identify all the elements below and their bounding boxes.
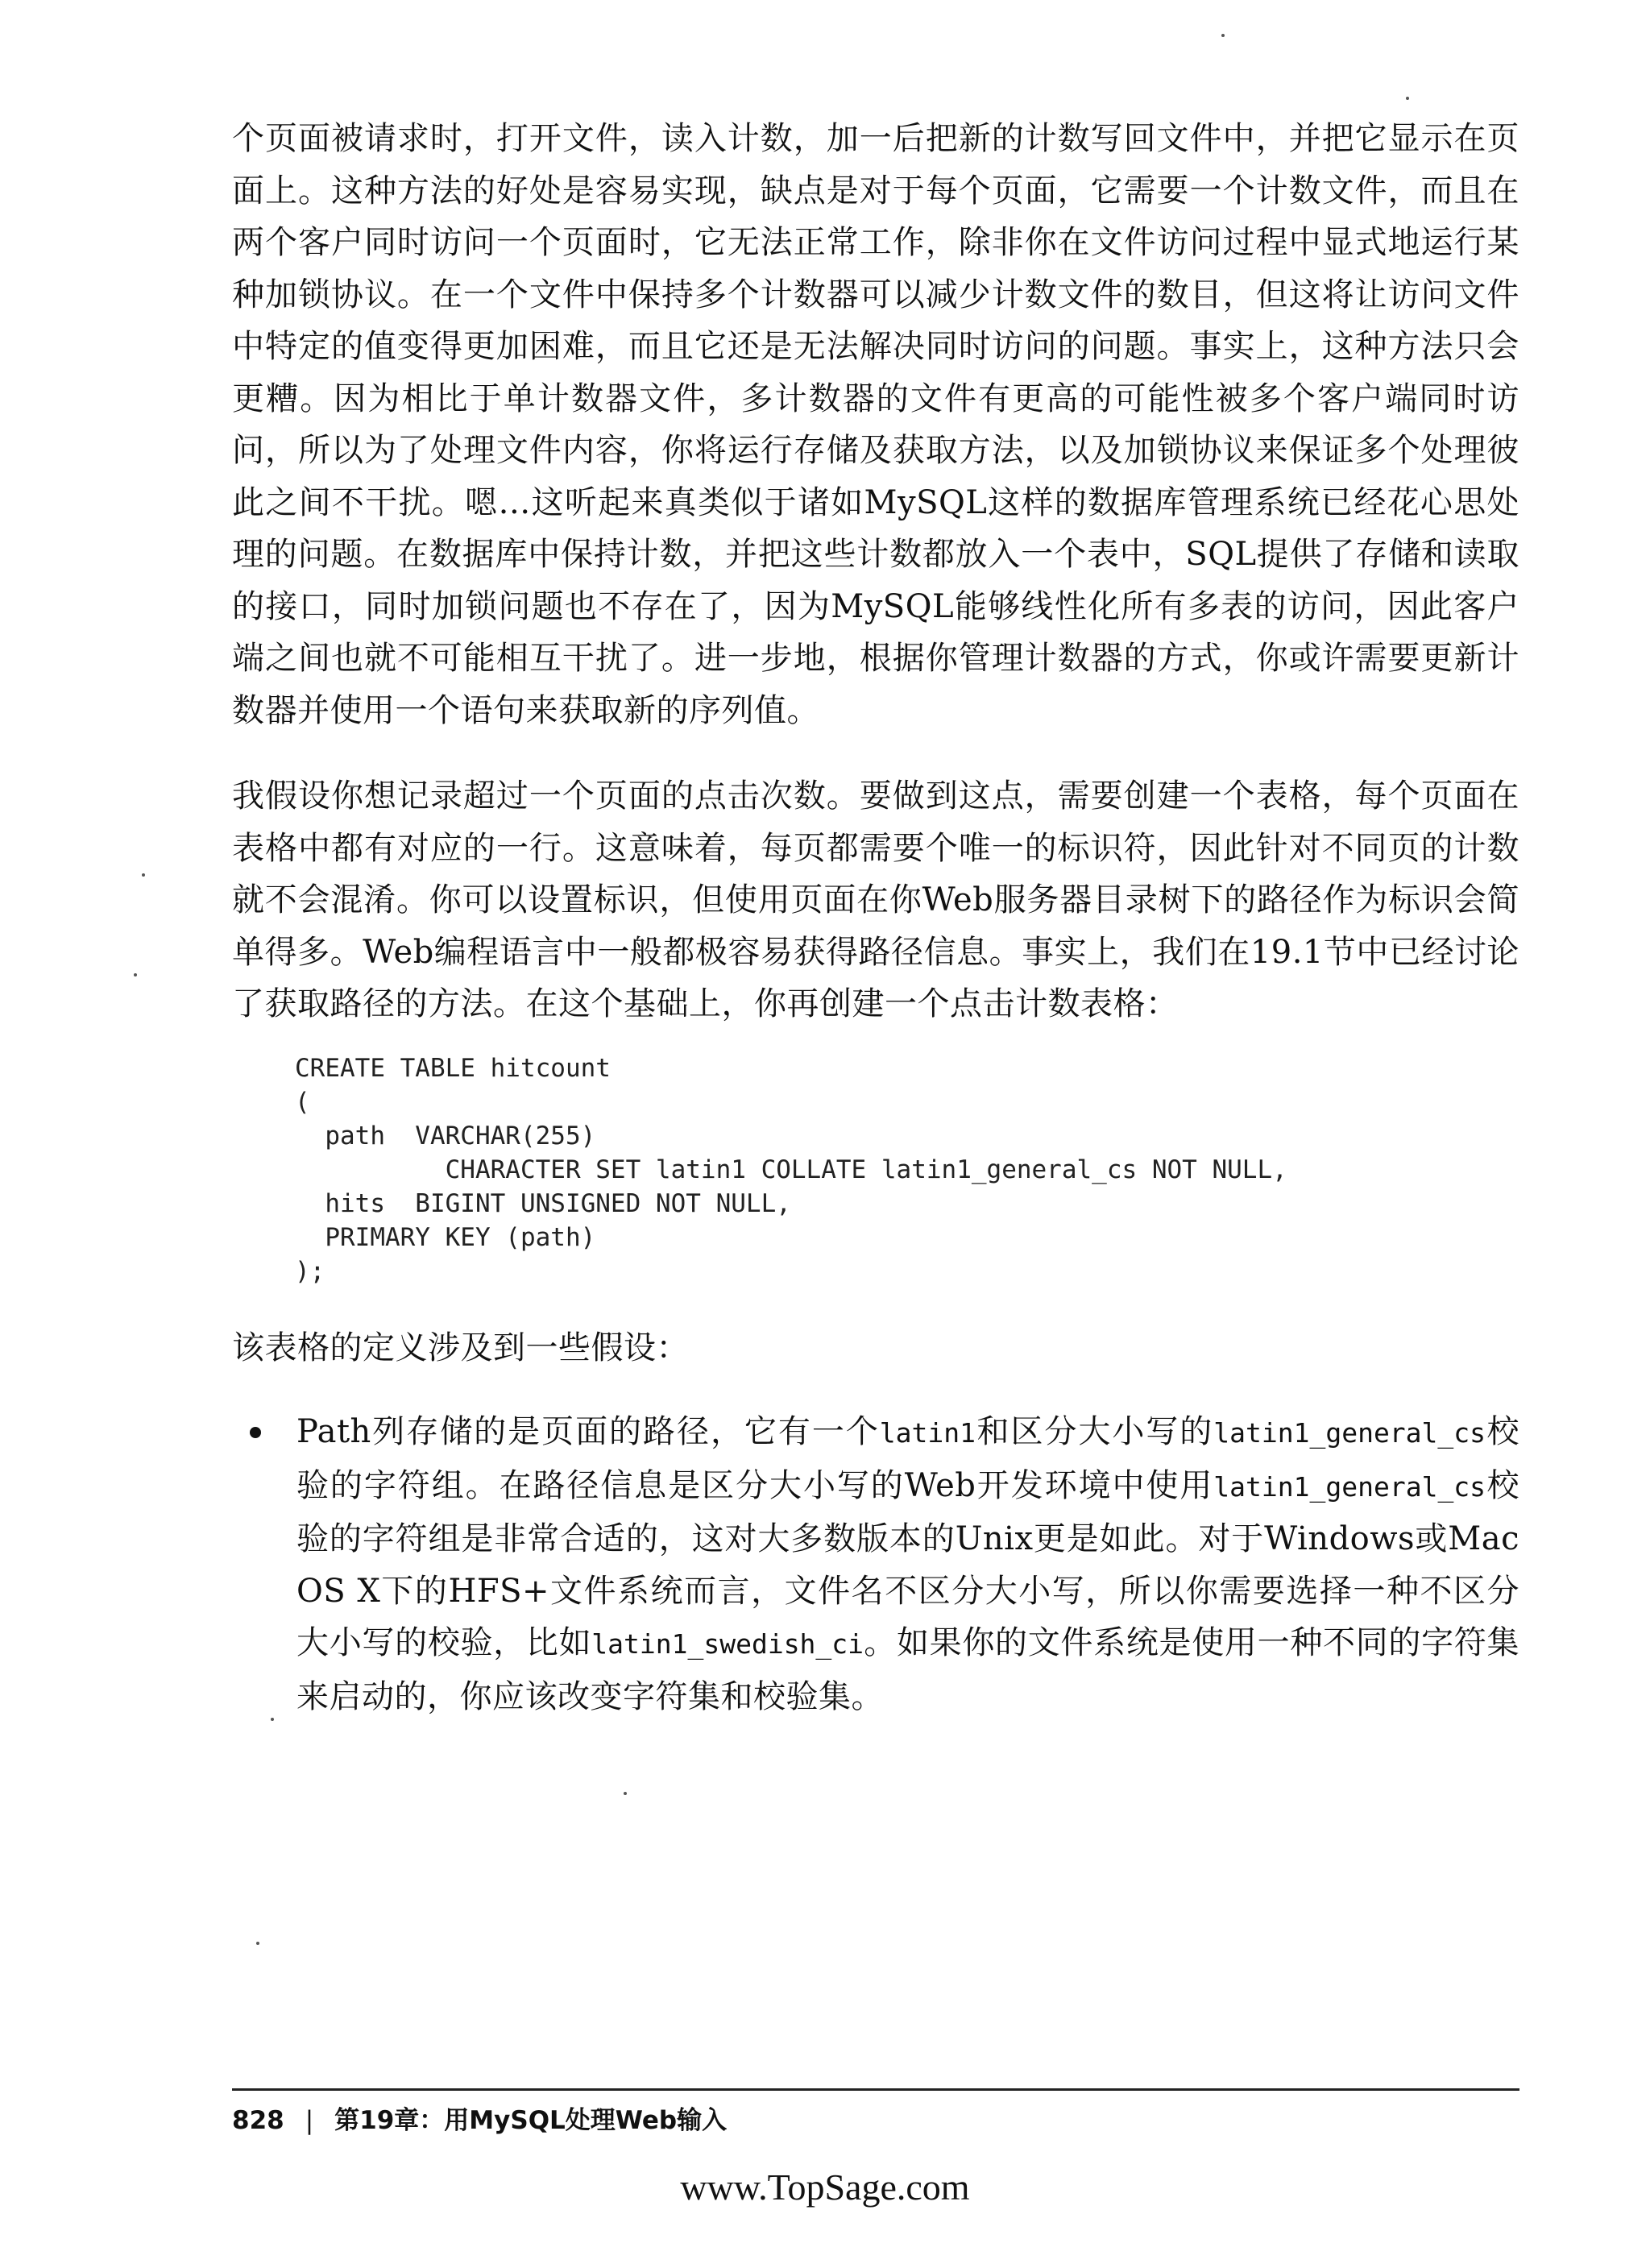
footer-rule	[232, 2088, 1519, 2091]
page-body	[232, 113, 1519, 1723]
bullet-text-2: 和区分大小写的	[976, 1413, 1214, 1450]
inline-code-latin1-swedish-ci: latin1_swedish_ci	[591, 1628, 864, 1660]
scan-speck	[142, 873, 145, 877]
inline-code-latin1: latin1	[879, 1417, 976, 1449]
scan-speck	[624, 1792, 627, 1795]
paragraph-counter-file-drawbacks: 个页面被请求时，打开文件，读入计数，加一后把新的计数写回文件中，并把它显示在页面上。这种方法的好处是容易实现，缺点是对于每个页面，它需要一个计数文件，而且在两个客户同时访问一个页面时，它无法正常工作，除非你在文件访问过程中显式地运行某种加锁协议。在一个文件中保持多个计数器可以减少计数文件的数目，但这将让访问文件中特定的值变得更加困难，而且它还是无法解决同时访问的问题。事实上，这种方法只会更糟。因为相比于单计数器文件，多计数器的文件有更高的可能性被多个客户端同时访问，所以为了处理文件内容，你将运行存储及获取方法，以及加锁协议来保证多个处理彼此之间不干扰。嗯…这听起来真类似于诸如MySQL这样的数据库管理系统已经花心思处理的问题。在数据库中保持计数，并把这些计数都放入一个表中，SQL提供了存储和读取的接口，同时加锁问题也不存在了，因为MySQL能够线性化所有多表的访问，因此客户端之间也就不可能相互干扰了。进一步地，根据你管理计数器的方式，你或许需要更新计数器并使用一个语句来获取新的序列值。	[232, 120, 1519, 729]
chapter-title: 第19章：用MySQL处理Web输入	[334, 2106, 728, 2135]
inline-code-latin1-general-cs-2: latin1_general_cs	[1213, 1470, 1486, 1503]
sql-code-block: CREATE TABLE hitcount ( path VARCHAR(255) CHARACTER SET latin1 COLLATE latin1_general_cs NOT NULL, hits BIGINT UNSIGNED NOT NULL, PRIMARY KEY (path) );	[295, 1053, 1287, 1286]
scan-speck	[1221, 34, 1225, 37]
scan-speck	[271, 1718, 274, 1721]
bullet-text-1: Path列存储的是页面的路径，它有一个	[296, 1413, 880, 1450]
bullet-text-5: 。如果你的文件系统是使用一种不同的字符集来启动的，你应该改变字符集和校验集。	[296, 1624, 1520, 1715]
scan-speck	[256, 1942, 259, 1945]
list-item-path-column	[232, 1406, 1519, 1723]
inline-code-latin1-general-cs: latin1_general_cs	[1213, 1417, 1486, 1449]
page-number: 828	[232, 2106, 284, 2135]
assumptions-list	[232, 1406, 1519, 1723]
scan-speck	[134, 973, 137, 976]
bullet-text-4: 校验的字符组是非常合适的，这对大多数版本的Unix更是如此。对于Windows或Mac OS X下的HFS+文件系统而言，文件名不区分大小写，所以你需要选择一种不区分大小写的校验，比如	[296, 1466, 1519, 1661]
paragraph-assumptions-intro: 该表格的定义涉及到一些假设：	[232, 1329, 689, 1366]
scan-speck	[1406, 97, 1409, 100]
paragraph-hit-count-table-intro: 我假设你想记录超过一个页面的点击次数。要做到这点，需要创建一个表格，每个页面在表格中都有对应的一行。这意味着，每页都需要个唯一的标识符，因此针对不同页的计数就不会混淆。你可以设置标识，但使用页面在你Web服务器目录树下的路径作为标识会简单得多。Web编程语言中一般都极容易获得路径信息。事实上，我们在19.1节中已经讨论了获取路径的方法。在这个基础上，你再创建一个点击计数表格：	[232, 777, 1519, 1022]
footer-separator: |	[305, 2106, 314, 2135]
running-footer	[232, 2100, 727, 2136]
bullet-icon	[250, 1427, 261, 1438]
bullet-text-3: 校验的字符组。在路径信息是区分大小写的Web开发环境中使用	[296, 1413, 1519, 1504]
watermark-url: www.TopSage.com	[680, 2166, 970, 2208]
